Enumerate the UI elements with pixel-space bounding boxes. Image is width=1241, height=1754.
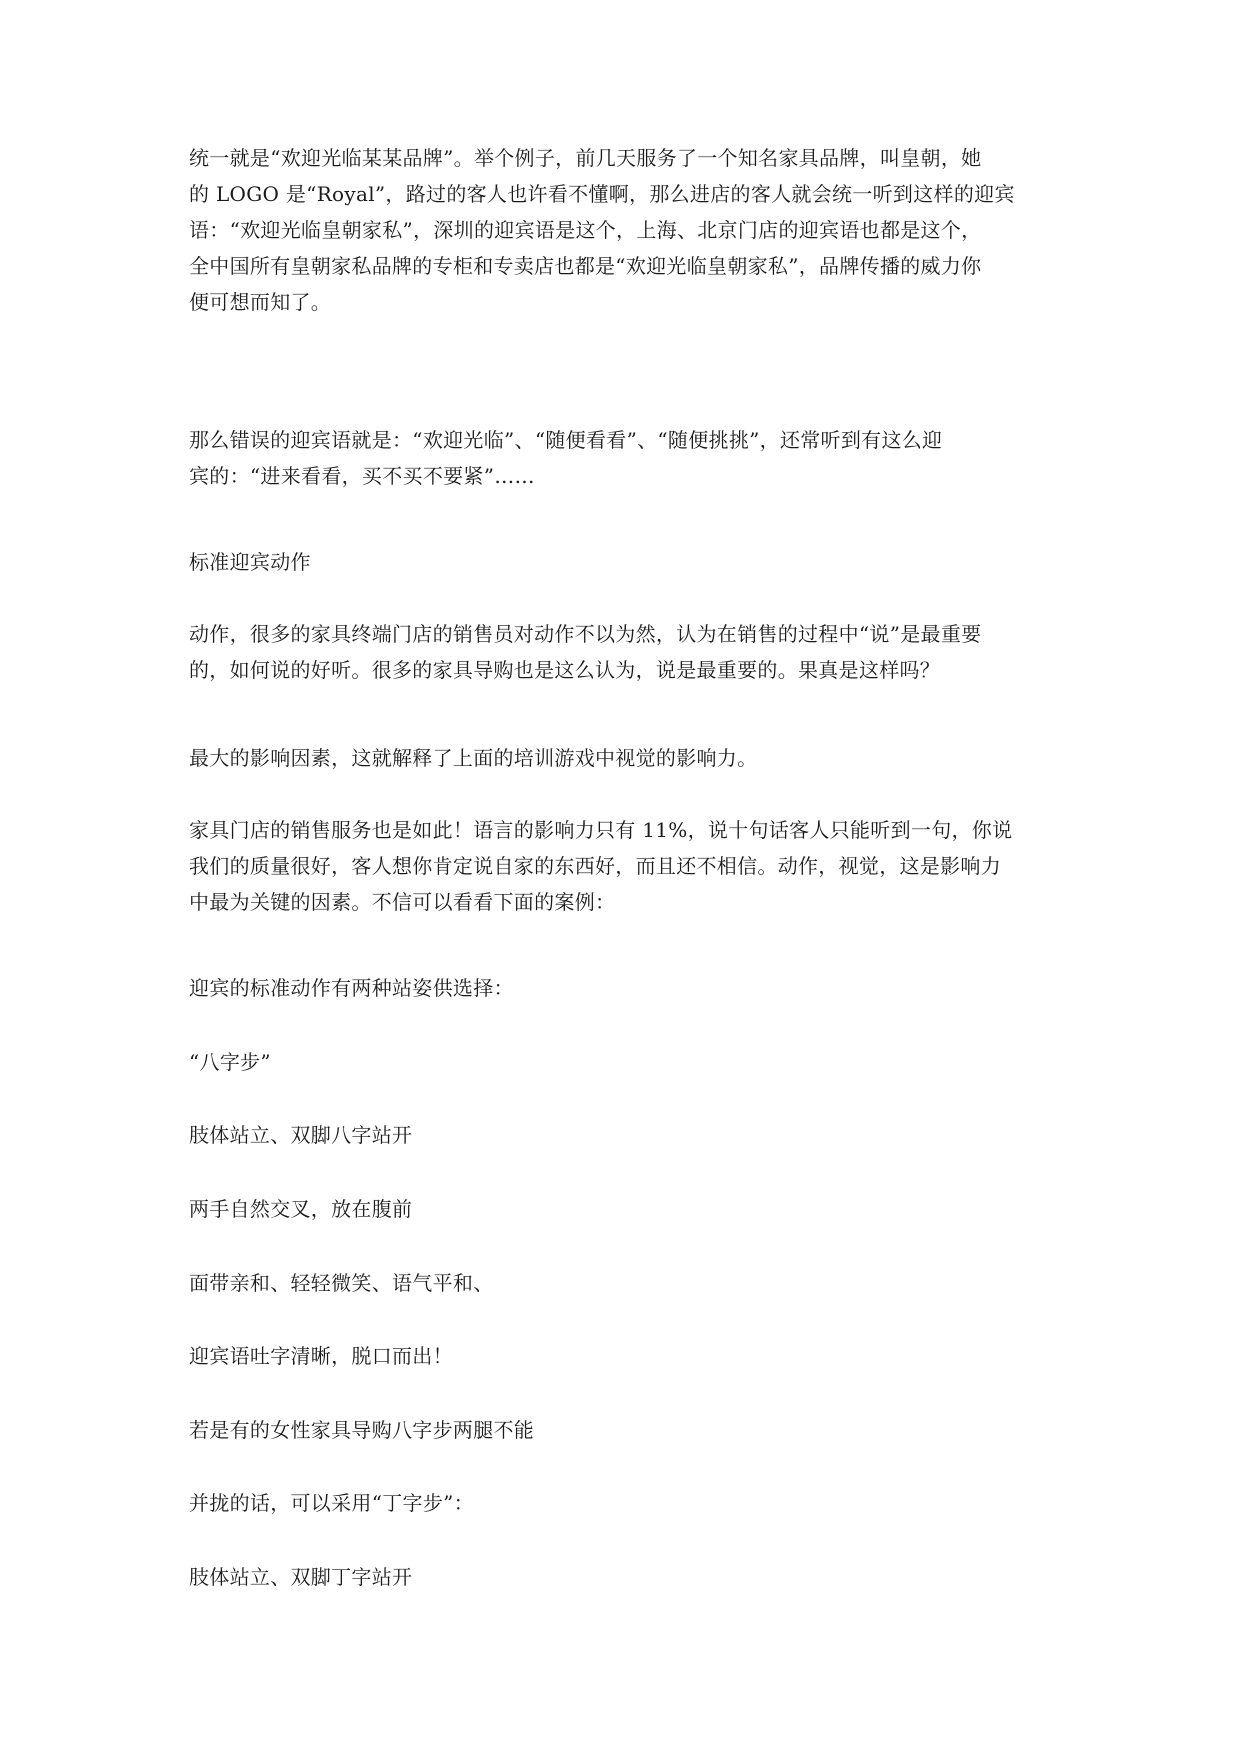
text-line: 家具门店的销售服务也是如此！语言的影响力只有 11%，说十句话客人只能听到一句，你说	[189, 818, 1013, 842]
text-line: 肢体站立、双脚八字站开	[189, 1123, 413, 1147]
text-line: 若是有的女性家具导购八字步两腿不能	[189, 1418, 535, 1442]
text-line: 迎宾语吐字清晰，脱口而出！	[189, 1344, 453, 1368]
text-line: 便可想而知了。	[189, 290, 332, 314]
text-line: 并拢的话，可以采用“丁字步”：	[189, 1491, 474, 1515]
paragraph-stance-options	[189, 970, 1057, 1006]
paragraph-stance-step-1	[189, 1117, 1057, 1153]
text-line: 的 LOGO 是“Royal”，路过的客人也许看不懂啊，那么进店的客人就会统一听到这样的迎宾	[189, 182, 1015, 206]
paragraph-wrong-greeting	[189, 422, 1057, 494]
text-line: 统一就是“欢迎光临某某品牌”。举个例子，前几天服务了一个知名家具品牌，叫皇朝，她	[189, 146, 982, 170]
text-line: 面带亲和、轻轻微笑、语气平和、	[189, 1271, 494, 1295]
paragraph-ba-zi-bu	[189, 1044, 1057, 1080]
text-line: 的，如何说的好听。很多的家具导购也是这么认为，说是最重要的。果真是这样吗？	[189, 658, 941, 682]
text-line: 动作，很多的家具终端门店的销售员对动作不以为然，认为在销售的过程中“说”是最重要	[189, 622, 982, 646]
paragraph-language-influence	[189, 812, 1057, 920]
paragraph-brand-greeting	[189, 140, 1057, 320]
text-line: 宾的：“进来看看，买不买不要紧”……	[189, 464, 535, 488]
text-line: 我们的质量很好，客人想你肯定说自家的东西好，而且还不相信。动作，视觉，这是影响力	[189, 854, 1001, 878]
text-line: 最大的影响因素，这就解释了上面的培训游戏中视觉的影响力。	[189, 746, 758, 770]
section-heading-standard-actions	[189, 544, 1057, 580]
paragraph-ding-zi-bu	[189, 1485, 1057, 1521]
text-line: 肢体站立、双脚丁字站开	[189, 1565, 413, 1589]
text-line: 两手自然交叉，放在腹前	[189, 1197, 413, 1221]
paragraph-ding-stance-step	[189, 1559, 1057, 1595]
text-line: 标准迎宾动作	[189, 550, 311, 574]
text-line: 语：“欢迎光临皇朝家私”，深圳的迎宾语是这个，上海、北京门店的迎宾语也都是这个，	[189, 218, 982, 242]
text-line: 中最为关键的因素。不信可以看看下面的案例：	[189, 890, 616, 914]
text-line: “八字步”	[189, 1050, 271, 1074]
paragraph-stance-step-3	[189, 1265, 1057, 1301]
paragraph-visual-influence	[189, 740, 1057, 776]
text-line: 那么错误的迎宾语就是：“欢迎光临”、“随便看看”、“随便挑挑”，还常听到有这么迎	[189, 428, 943, 452]
paragraph-actions-importance	[189, 616, 1057, 688]
text-line: 全中国所有皇朝家私品牌的专柜和专卖店也都是“欢迎光临皇朝家私”，品牌传播的威力你	[189, 254, 982, 278]
paragraph-stance-step-4	[189, 1338, 1057, 1374]
text-line: 迎宾的标准动作有两种站姿供选择：	[189, 976, 514, 1000]
paragraph-stance-step-2	[189, 1191, 1057, 1227]
paragraph-female-note	[189, 1412, 1057, 1448]
